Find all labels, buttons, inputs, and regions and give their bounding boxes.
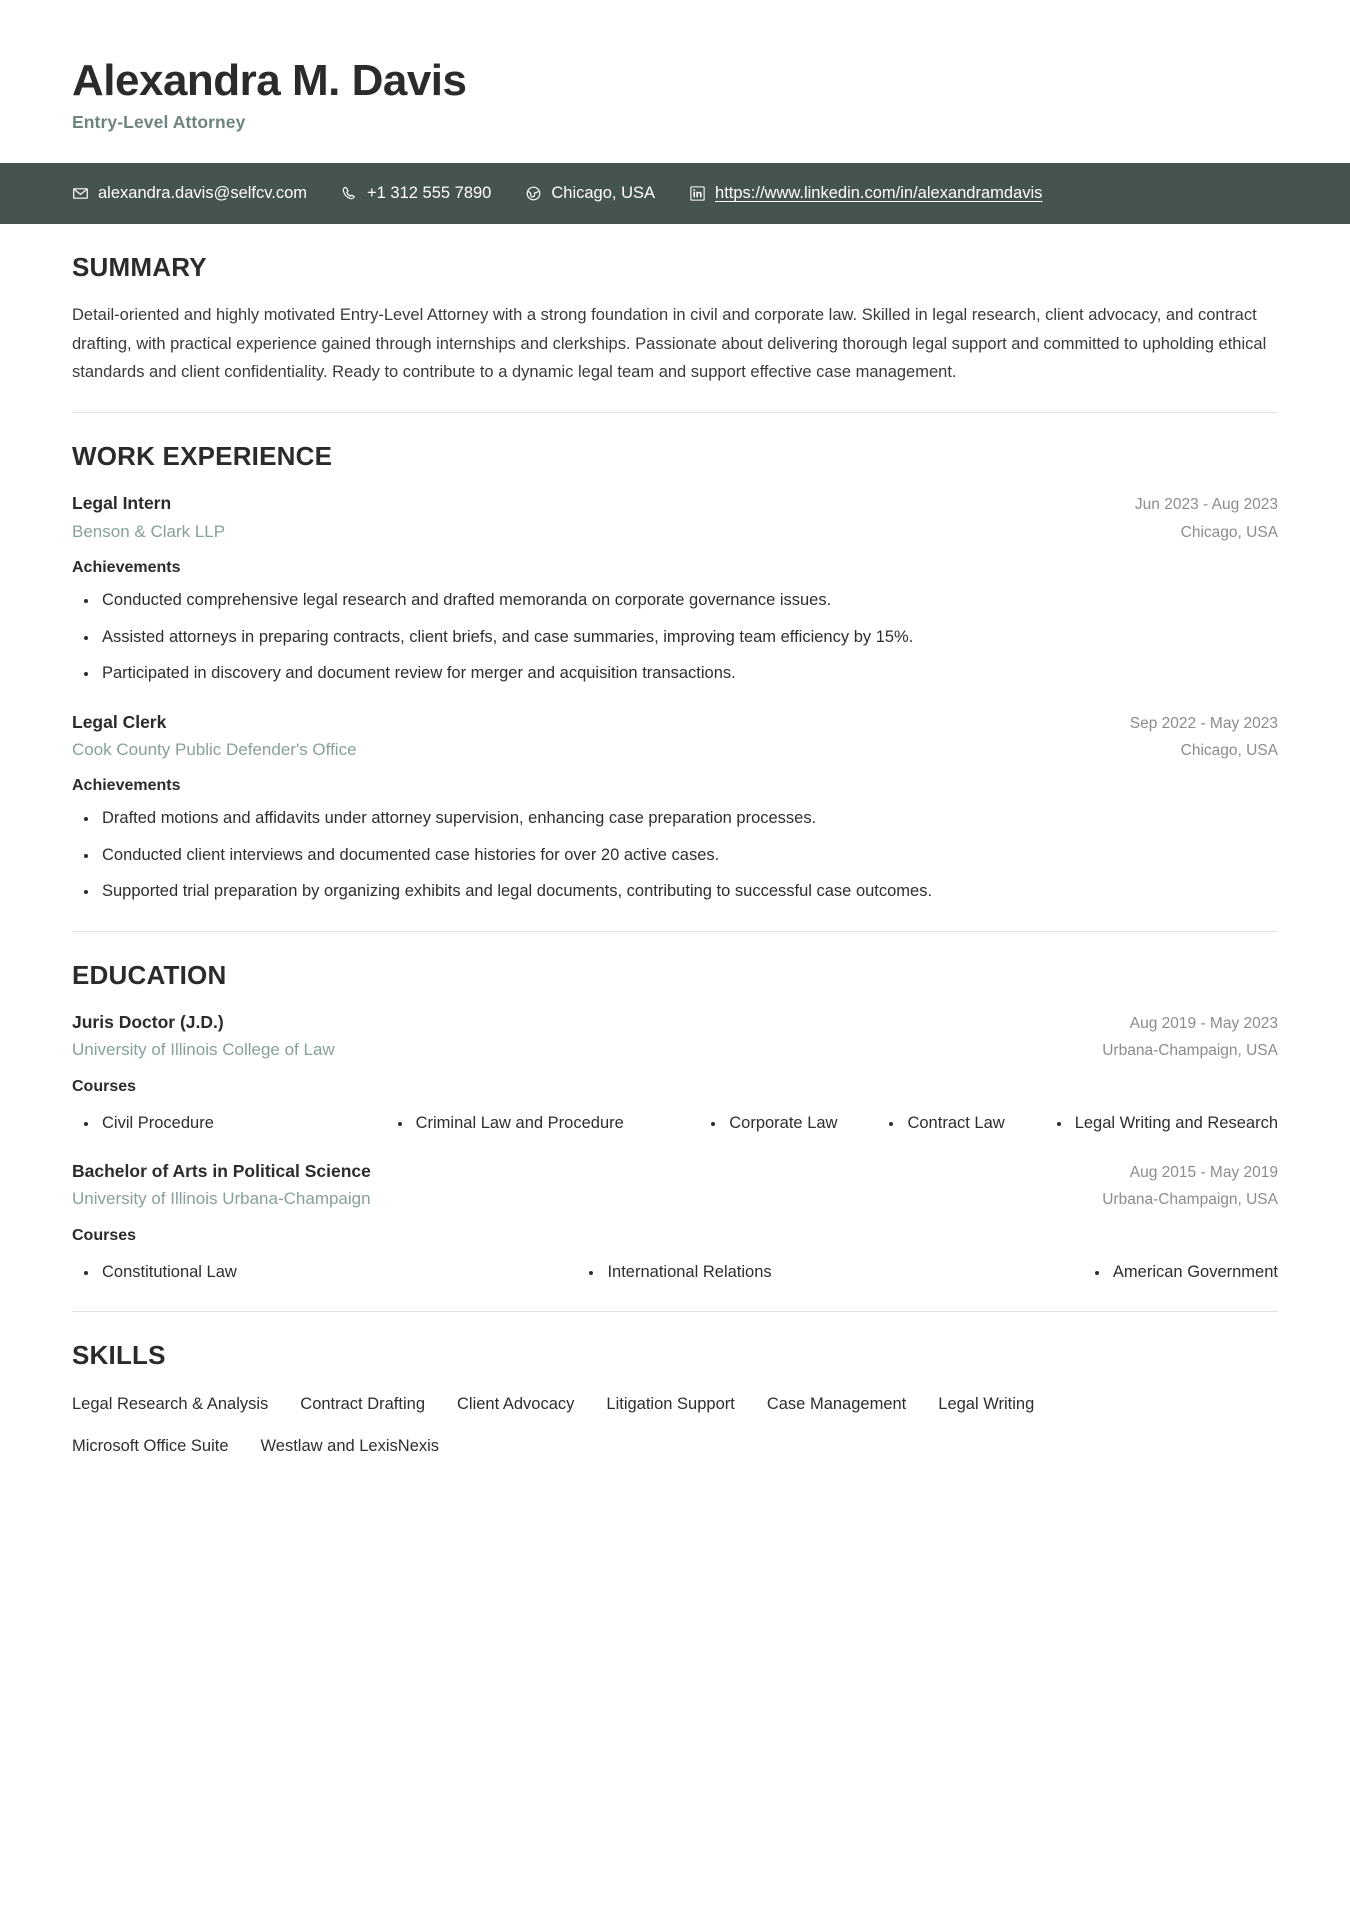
section-work-experience — [72, 412, 1278, 905]
contact-email-text: alexandra.davis@selfcv.com — [98, 184, 308, 203]
candidate-job-title: Entry-Level Attorney — [72, 112, 246, 133]
section-title-education: EDUCATION — [72, 960, 227, 991]
education-degree: Bachelor of Arts in Political Science — [72, 1161, 371, 1182]
education-institution: University of Illinois Urbana-Champaign — [72, 1189, 371, 1209]
work-entry — [72, 709, 1278, 905]
list-item: Constitutional Law — [72, 1260, 537, 1286]
work-role: Legal Clerk — [72, 711, 167, 732]
work-role: Legal Intern — [72, 493, 172, 514]
section-title-summary: SUMMARY — [72, 252, 207, 283]
education-entry — [72, 1009, 1278, 1136]
work-location: Chicago, USA — [1180, 742, 1278, 760]
list-item: Contract Law — [877, 1111, 1004, 1137]
education-entry — [72, 1158, 1278, 1285]
list-item: Drafted motions and affidavits under attorney supervision, enhancing case preparation processes. — [72, 806, 1278, 832]
education-courses-list — [72, 1100, 1278, 1137]
list-item: Supported trial preparation by organizing exhibits and legal documents, contributing to successful case outcomes. — [72, 879, 1278, 905]
work-list-label: Achievements — [72, 559, 181, 577]
summary-text: Detail-oriented and highly motivated Entry-Level Attorney with a strong foundation in civil and corporate law. Skilled in legal research, client advocacy, and contract drafting, with practical experience gained through internships and clerkships. Passionate about delivering thorough legal support and committed to upholding ethical standards and client confidentiality. Ready to contribute to a dynamic legal team and support effective case management. — [72, 306, 1267, 382]
envelope-icon — [72, 185, 89, 202]
list-item: Civil Procedure — [72, 1111, 346, 1137]
skill-item: Legal Writing — [938, 1395, 1035, 1414]
work-achievements-list — [72, 806, 1278, 905]
skill-item: Contract Drafting — [300, 1395, 425, 1414]
candidate-name: Alexandra M. Davis — [72, 56, 467, 105]
section-summary — [72, 224, 1278, 386]
education-institution: University of Illinois College of Law — [72, 1040, 335, 1060]
skills-list — [72, 1389, 1192, 1462]
work-location: Chicago, USA — [1180, 523, 1278, 541]
work-organization: Cook County Public Defender's Office — [72, 740, 357, 760]
list-item: International Relations — [577, 1260, 1042, 1286]
work-achievements-list — [72, 588, 1278, 687]
list-item: Corporate Law — [699, 1111, 837, 1137]
resume-header — [0, 0, 1350, 163]
education-dates: Aug 2019 - May 2023 — [1129, 1015, 1278, 1033]
education-degree: Juris Doctor (J.D.) — [72, 1012, 224, 1033]
education-list-label: Courses — [72, 1226, 137, 1244]
education-location: Urbana-Champaign, USA — [1102, 1191, 1278, 1209]
work-dates: Sep 2022 - May 2023 — [1129, 714, 1278, 732]
contact-bar — [0, 163, 1350, 224]
contact-linkedin[interactable] — [689, 182, 1042, 205]
work-organization: Benson & Clark LLP — [72, 521, 226, 541]
education-location: Urbana-Champaign, USA — [1102, 1042, 1278, 1060]
contact-location — [525, 182, 655, 205]
work-list-label: Achievements — [72, 777, 181, 795]
contact-phone[interactable] — [341, 182, 491, 205]
section-education — [72, 931, 1278, 1285]
section-title-skills: SKILLS — [72, 1340, 166, 1371]
contact-location-text: Chicago, USA — [551, 184, 656, 203]
list-item: Assisted attorneys in preparing contracts, client briefs, and case summaries, improving team efficiency by 15%. — [72, 625, 1278, 651]
list-item: Conducted client interviews and documented case histories for over 20 active cases. — [72, 843, 1278, 869]
list-item: American Government — [1083, 1260, 1278, 1286]
linkedin-icon — [689, 185, 706, 202]
list-item: Legal Writing and Research — [1045, 1111, 1278, 1137]
skill-item: Westlaw and LexisNexis — [260, 1436, 440, 1455]
skill-item: Litigation Support — [606, 1395, 735, 1414]
education-courses-list — [72, 1249, 1278, 1286]
globe-icon — [525, 185, 542, 202]
list-item: Conducted comprehensive legal research and drafted memoranda on corporate governance issues. — [72, 588, 1278, 614]
skill-item: Client Advocacy — [457, 1395, 575, 1414]
contact-linkedin-link[interactable]: https://www.linkedin.com/in/alexandramdavis — [715, 184, 1043, 203]
contact-phone-text: +1 312 555 7890 — [367, 184, 492, 203]
work-entry — [72, 490, 1278, 686]
skill-item: Legal Research & Analysis — [72, 1395, 269, 1414]
contact-email[interactable] — [72, 182, 307, 205]
section-skills — [72, 1311, 1278, 1462]
education-dates: Aug 2015 - May 2019 — [1129, 1164, 1278, 1182]
skill-item: Microsoft Office Suite — [72, 1436, 229, 1455]
education-list-label: Courses — [72, 1077, 137, 1095]
skill-item: Case Management — [766, 1395, 907, 1414]
resume-body — [0, 224, 1350, 1462]
list-item: Participated in discovery and document review for merger and acquisition transactions. — [72, 661, 1278, 687]
phone-icon — [341, 185, 358, 202]
list-item: Criminal Law and Procedure — [386, 1111, 660, 1137]
work-dates: Jun 2023 - Aug 2023 — [1134, 496, 1278, 514]
section-title-work-experience: WORK EXPERIENCE — [72, 441, 333, 472]
